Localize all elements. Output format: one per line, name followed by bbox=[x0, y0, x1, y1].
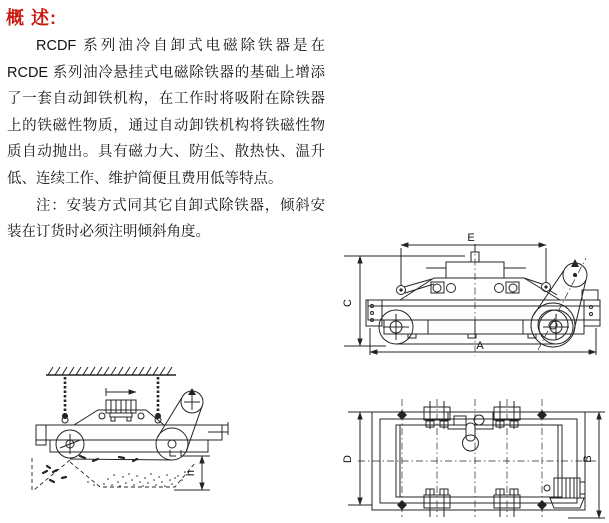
plan-view-centerlines bbox=[358, 399, 596, 517]
dim-label-h: h bbox=[185, 469, 197, 477]
dim-c bbox=[342, 256, 465, 346]
dim-label-b: B bbox=[582, 455, 594, 463]
page-title: 概 述: bbox=[6, 8, 57, 28]
material-trough bbox=[32, 458, 195, 490]
paragraph-note: 注：安装方式同其它自卸式除铁器，倾斜安装在订货时必须注明倾斜角度。 bbox=[7, 197, 325, 241]
plan-view-diagram bbox=[338, 393, 609, 523]
ceiling bbox=[46, 367, 176, 375]
dim-label-e: E bbox=[467, 232, 475, 244]
installation-diagram bbox=[24, 362, 244, 523]
dim-d bbox=[342, 412, 372, 505]
plan-view-body bbox=[372, 401, 585, 517]
body-text bbox=[7, 33, 325, 246]
separator-device bbox=[36, 388, 228, 461]
dim-label-d: D bbox=[342, 455, 354, 463]
dim-label-a: A bbox=[476, 340, 484, 352]
dim-h bbox=[174, 456, 210, 490]
dim-label-c: C bbox=[342, 299, 354, 307]
side-view-diagram bbox=[338, 228, 609, 374]
dim-b bbox=[568, 412, 605, 518]
paragraph-intro: RCDF 系列油冷自卸式电磁除铁器是在 RCDE 系列油冷悬挂式电磁除铁器的基础上增添了一套自动卸铁机构，在工作时将吸附在除铁器上的铁磁性物质，通过自动卸铁机构将铁磁性物质自动抛出。具有磁力大、防尘、散热快、温升低、连续工作、维护简便且费用低等特点。 bbox=[7, 38, 325, 187]
